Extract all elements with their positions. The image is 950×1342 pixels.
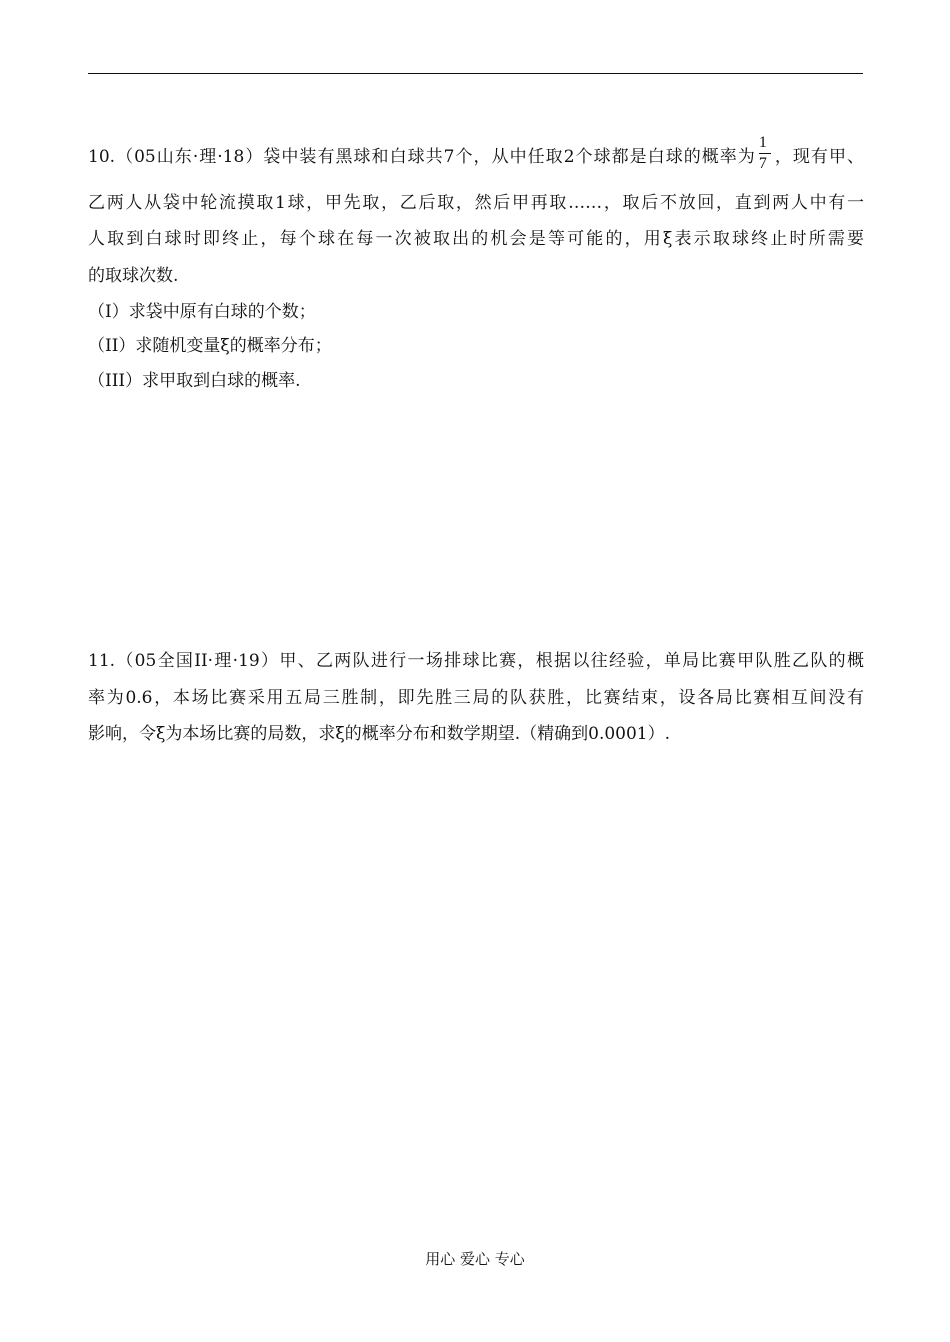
q10-part-3: （III）求甲取到白球的概率.	[88, 371, 301, 391]
q10-line-1	[88, 134, 864, 177]
q10-line-2: 乙两人从袋中轮流摸取1球，甲先取，乙后取，然后甲再取……，取后不放回，直到两人中有一	[88, 193, 864, 213]
q10-line-4: 的取球次数.	[88, 266, 179, 286]
q10-part-2: （II）求随机变量ξ的概率分布；	[88, 336, 332, 356]
q11-line-3: 影响，令ξ为本场比赛的局数，求ξ的概率分布和数学期望.（精确到0.0001）.	[88, 724, 671, 744]
q10-text-1a: 10.（05山东·理·18）袋中装有黑球和白球共7个，从中任取2个球都是白球的概率为	[88, 147, 756, 167]
page-footer: 用心 爱心 专心	[425, 1250, 525, 1268]
fraction-one-seventh	[759, 134, 771, 173]
fraction-bar	[759, 153, 771, 154]
q11-line-1: 11.（05全国II·理·19）甲、乙两队进行一场排球比赛，根据以往经验，单局比赛甲队胜乙队的概	[88, 651, 864, 671]
fraction-denominator: 7	[758, 155, 767, 172]
q10-line-3: 人取到白球时即终止，每个球在每一次被取出的机会是等可能的，用ξ表示取球终止时所需要	[88, 229, 864, 249]
header-rule	[88, 73, 863, 74]
fraction-numerator: 1	[758, 134, 767, 151]
q10-text-1b: ，现有甲、	[773, 147, 864, 167]
q11-line-2: 率为0.6，本场比赛采用五局三胜制，即先胜三局的队获胜，比赛结束，设各局比赛相互间没有	[88, 688, 864, 708]
q10-part-1: （I）求袋中原有白球的个数；	[88, 302, 316, 322]
